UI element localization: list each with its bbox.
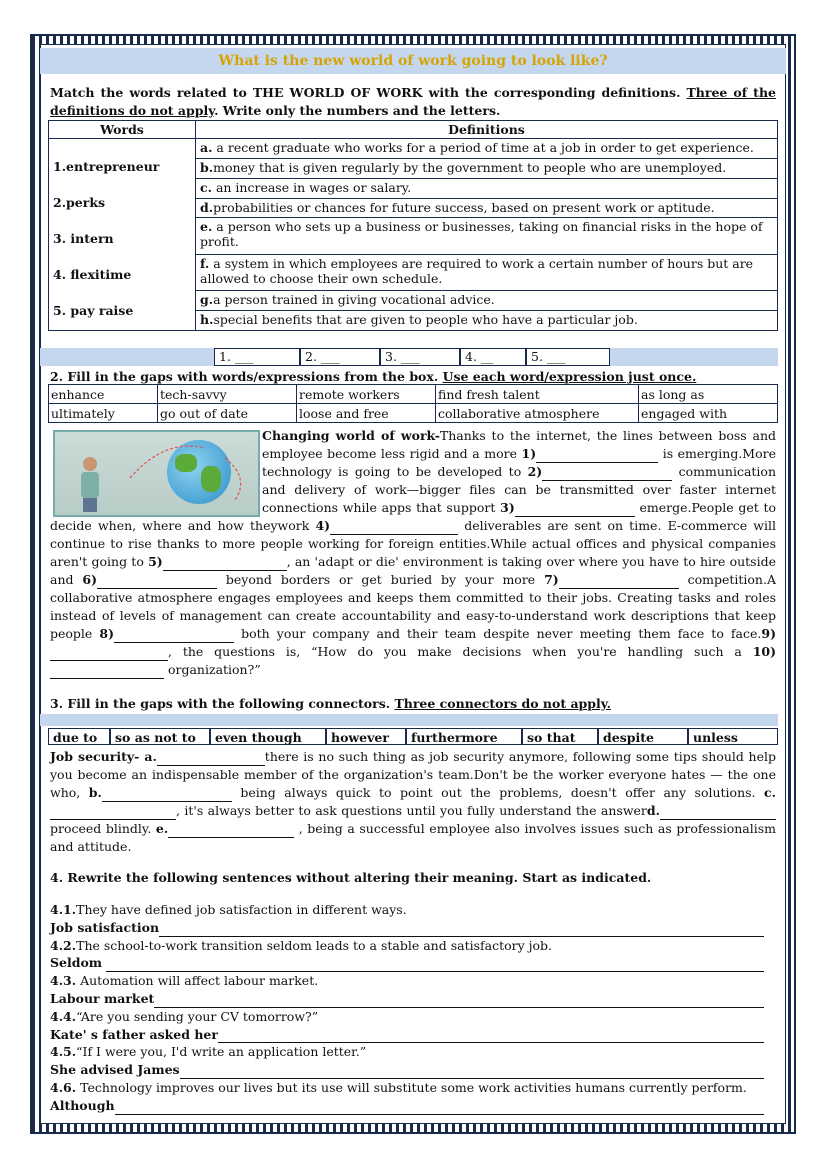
s3-instructions: 3. Fill in the gaps with the following connectors. Three connectors do not apply. xyxy=(50,696,611,711)
definition-e: e. a person who sets up a business or businesses, taking on financial risks in the hope of profit. xyxy=(196,218,778,254)
s1-instr-b: . Write only the numbers and the letters. xyxy=(214,103,501,118)
gap-1[interactable] xyxy=(536,462,658,463)
box-word: enhance xyxy=(49,385,158,404)
connector: due to xyxy=(48,728,110,745)
connector: despite xyxy=(598,728,688,745)
s4-items xyxy=(50,901,776,1115)
connector-gap-c[interactable] xyxy=(50,819,176,820)
connector-gap-a[interactable] xyxy=(157,765,265,766)
answer-line[interactable] xyxy=(218,1026,764,1044)
connector-gap-b[interactable] xyxy=(102,801,232,802)
col-words: Words xyxy=(49,121,196,139)
page-title: What is the new world of work going to look like? xyxy=(40,48,786,74)
rewrite-answer: Labour market xyxy=(50,990,776,1008)
connector-gap-e[interactable] xyxy=(168,837,294,838)
definition-b: b.money that is given regularly by the government to people who are unemployed. xyxy=(196,158,778,178)
matching-table xyxy=(48,120,778,331)
answer-box[interactable]: 2. ___ xyxy=(300,348,380,366)
box-word: tech-savvy xyxy=(158,385,297,404)
connectors-box xyxy=(48,728,778,745)
rewrite-answer: Job satisfaction xyxy=(50,919,776,937)
answer-box[interactable]: 3. ___ xyxy=(380,348,460,366)
answer-line[interactable] xyxy=(154,990,764,1008)
definition-c: c. an increase in wages or salary. xyxy=(196,178,778,198)
s3-passage: Job security- a. there is no such thing as job security anymore, following some tips should help you become an indispensable member of the organization's team.Don't be the worker everyone hates — the one who, b. being always quick to point out the problems, doesn't offer any solutions. c., it's always better to ask questions until you fully understand the answerd. proceed blindly. e. , being a successful employee also involves issues such as professionalism and attitude. xyxy=(50,749,776,854)
s1-instr-a: Match the words related to THE WORLD OF WORK with the corresponding definitions. xyxy=(50,85,687,100)
connector: furthermore xyxy=(406,728,522,745)
rewrite-item: 4.2.The school-to-work transition seldom leads to a stable and satisfactory job. xyxy=(50,937,553,953)
gap-6[interactable] xyxy=(97,588,217,589)
rewrite-answer: Kate' s father asked her xyxy=(50,1026,776,1044)
answer-box[interactable]: 1. ___ xyxy=(214,348,300,366)
s2-passage: Changing world of work-Thanks to the internet, the lines between boss and employee become less rigid and a more 1) is emerging.More technology is going to be developed to 2) communication and delivery of work—bigger files can be transmitted over faster internet connections while apps that support 3) emerge.People get to decide when, where and how theywork 4) deliverables are sent on time. E-commerce will continue to rise thanks to more people working for foreign entities.While actual offices and physical companies aren't going to 5) , an 'adapt or die' environment is taking over where you have to hire outside and 6) beyond borders or get buried by your more 7) competition.A collaborative atmosphere engages employees and keeps them committed to their jobs. Creating tasks and roles instead of levels of management can create accountability and easy-to-understand work descriptions that keep people 8) both your company and their team despite never meeting them face to face.9), the questions is, “How do you make decisions when you're handling such a 10) organization?” xyxy=(50,428,777,677)
gap-4[interactable] xyxy=(330,534,458,535)
box-word: as long as xyxy=(639,385,778,404)
gap-8[interactable] xyxy=(114,642,234,643)
connector-gap-d[interactable] xyxy=(660,819,776,820)
answer-boxes xyxy=(214,348,610,366)
box-word: ultimately xyxy=(49,404,158,423)
box-word: find fresh talent xyxy=(436,385,639,404)
connector: even though xyxy=(210,728,326,745)
answer-line[interactable] xyxy=(180,1061,764,1079)
rewrite-answer: Seldom xyxy=(50,954,776,972)
answer-line[interactable] xyxy=(115,1097,764,1115)
word-item: 5. pay raise xyxy=(53,303,134,318)
col-definitions: Definitions xyxy=(196,121,778,139)
definition-h: h.special benefits that are given to people who have a particular job. xyxy=(196,311,778,331)
connector: so as not to xyxy=(110,728,210,745)
answer-line[interactable] xyxy=(106,954,764,972)
gap-2[interactable] xyxy=(542,480,672,481)
word-item: 2.perks xyxy=(53,195,106,210)
definition-g: g.a person trained in giving vocational advice. xyxy=(196,291,778,311)
rewrite-item: 4.1.They have defined job satisfaction in different ways. xyxy=(50,902,407,917)
box-word: engaged with xyxy=(639,404,778,423)
connector: unless xyxy=(688,728,778,745)
box-word: loose and free xyxy=(297,404,436,423)
word-box xyxy=(48,384,778,423)
answer-line[interactable] xyxy=(159,919,764,937)
s1-instr-u: Three of the definitions do not apply xyxy=(50,85,776,118)
gap-9[interactable] xyxy=(50,660,168,661)
rewrite-item: 4.5.“If I were you, I'd write an application letter.” xyxy=(50,1044,367,1060)
s4-instructions: 4. Rewrite the following sentences without altering their meaning. Start as indicated. xyxy=(50,870,652,885)
word-item: 1.entrepreneur xyxy=(53,159,160,174)
word-item: 3. intern xyxy=(53,231,114,246)
box-word: collaborative atmosphere xyxy=(436,404,639,423)
gap-10[interactable] xyxy=(50,678,164,679)
rewrite-item: 4.4.“Are you sending your CV tomorrow?” xyxy=(50,1008,319,1024)
definition-a: a. a recent graduate who works for a period of time at a job in order to get experience. xyxy=(196,139,778,159)
s2-instructions: 2. Fill in the gaps with words/expressions from the box. Use each word/expression just once. xyxy=(50,369,697,384)
rewrite-item: 4.6. Technology improves our lives but its use will substitute some work activities humans currently perform. xyxy=(50,1079,747,1095)
s1-instructions xyxy=(50,84,776,120)
answer-box[interactable]: 4. __ xyxy=(460,348,526,366)
gap-5[interactable] xyxy=(163,570,287,571)
box-word: go out of date xyxy=(158,404,297,423)
box-word: remote workers xyxy=(297,385,436,404)
connector: however xyxy=(326,728,406,745)
answer-box[interactable]: 5. ___ xyxy=(526,348,610,366)
definition-f: f. a system in which employees are required to work a certain number of hours but are allowed to choose their own schedule. xyxy=(196,254,778,290)
words-cell xyxy=(49,139,196,331)
gap-3[interactable] xyxy=(515,516,635,517)
rewrite-answer: Although xyxy=(50,1097,776,1115)
connector: so that xyxy=(522,728,598,745)
rewrite-item: 4.3. Automation will affect labour market. xyxy=(50,973,319,989)
definition-d: d.probabilities or chances for future success, based on present work or aptitude. xyxy=(196,198,778,218)
rewrite-answer: She advised James xyxy=(50,1061,776,1079)
word-item: 4. flexitime xyxy=(53,267,132,282)
gap-7[interactable] xyxy=(559,588,679,589)
